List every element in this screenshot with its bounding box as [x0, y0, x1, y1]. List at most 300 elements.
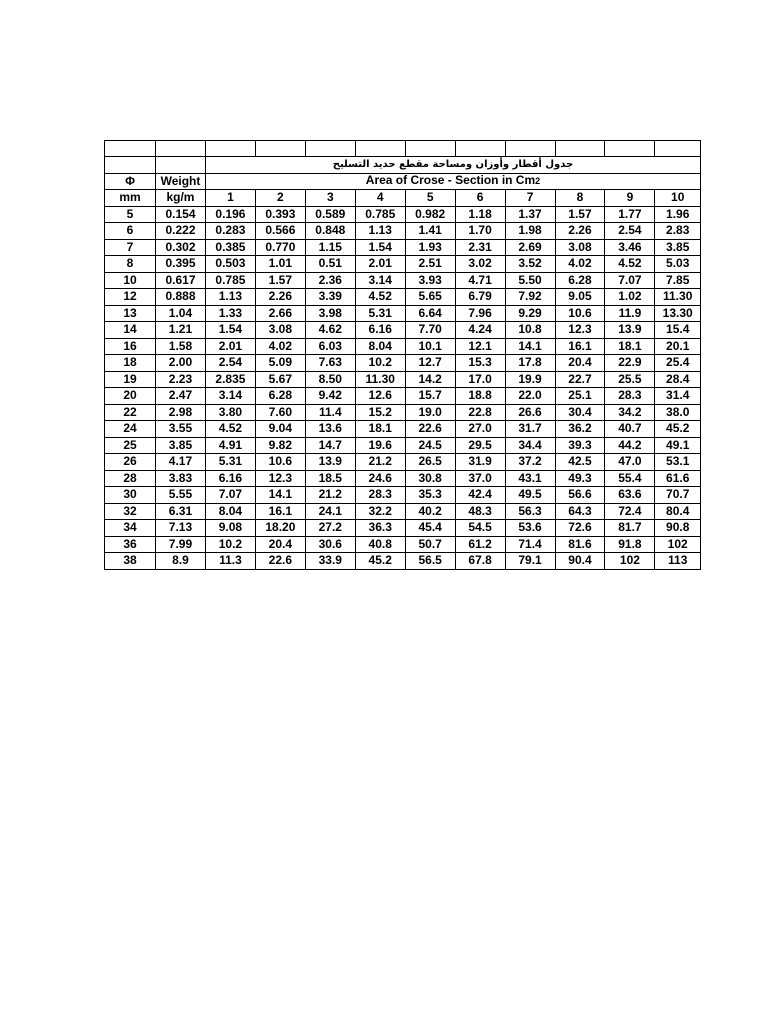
area-cell: 48.3	[455, 503, 505, 520]
area-cell: 31.9	[455, 454, 505, 471]
area-cell: 4.62	[305, 322, 355, 339]
area-cell: 6.64	[405, 305, 455, 322]
blank-cell	[156, 141, 206, 157]
area-cell: 32.2	[355, 503, 405, 520]
area-cell: 12.1	[455, 338, 505, 355]
area-cell: 12.3	[555, 322, 605, 339]
area-cell: 49.1	[655, 437, 701, 454]
area-cell: 10.6	[555, 305, 605, 322]
area-cell: 10.2	[205, 536, 255, 553]
area-cell: 13.9	[605, 322, 655, 339]
area-cell: 22.6	[255, 553, 305, 570]
table-row	[105, 305, 701, 322]
area-cell: 11.30	[355, 371, 405, 388]
blank-cell	[455, 141, 505, 157]
area-cell: 7.92	[505, 289, 555, 306]
area-cell: 8.04	[355, 338, 405, 355]
area-cell: 2.01	[205, 338, 255, 355]
area-cell: 3.52	[505, 256, 555, 273]
area-cell: 22.6	[405, 421, 455, 438]
diameter-cell: 8	[105, 256, 156, 273]
area-cell: 56.5	[405, 553, 455, 570]
area-cell: 90.8	[655, 520, 701, 537]
diameter-cell: 10	[105, 272, 156, 289]
area-cell: 42.4	[455, 487, 505, 504]
area-cell: 3.14	[205, 388, 255, 405]
area-cell: 39.3	[555, 437, 605, 454]
table-row	[105, 487, 701, 504]
rebar-table	[104, 140, 701, 570]
header-bar-count: 10	[655, 190, 701, 207]
weight-cell: 5.55	[156, 487, 206, 504]
title-row	[105, 157, 701, 174]
area-cell: 19.6	[355, 437, 405, 454]
area-cell: 47.0	[605, 454, 655, 471]
area-cell: 40.8	[355, 536, 405, 553]
area-cell: 1.54	[355, 239, 405, 256]
weight-cell: 4.17	[156, 454, 206, 471]
area-cell: 90.4	[555, 553, 605, 570]
table-row	[105, 520, 701, 537]
area-cell: 3.14	[355, 272, 405, 289]
area-cell: 29.5	[455, 437, 505, 454]
diameter-cell: 34	[105, 520, 156, 537]
area-cell: 0.566	[255, 223, 305, 240]
blank-cell	[105, 157, 156, 174]
area-cell: 18.8	[455, 388, 505, 405]
table-row	[105, 470, 701, 487]
table-row	[105, 553, 701, 570]
area-cell: 31.7	[505, 421, 555, 438]
area-cell: 80.4	[655, 503, 701, 520]
header-row-2	[105, 190, 701, 207]
table-row	[105, 437, 701, 454]
header-bar-count: 6	[455, 190, 505, 207]
header-area-label: Area of Crose - Section in Cm	[365, 173, 536, 188]
area-cell: 5.50	[505, 272, 555, 289]
area-cell: 3.02	[455, 256, 505, 273]
area-cell: 24.1	[305, 503, 355, 520]
header-area-unit-exponent: 2	[535, 176, 541, 187]
area-cell: 42.5	[555, 454, 605, 471]
area-cell: 30.4	[555, 404, 605, 421]
area-cell: 1.77	[605, 206, 655, 223]
weight-cell: 1.21	[156, 322, 206, 339]
table-row	[105, 256, 701, 273]
area-cell: 53.6	[505, 520, 555, 537]
area-cell: 27.2	[305, 520, 355, 537]
diameter-cell: 28	[105, 470, 156, 487]
diameter-cell: 26	[105, 454, 156, 471]
weight-cell: 0.617	[156, 272, 206, 289]
area-cell: 20.4	[255, 536, 305, 553]
area-cell: 13.6	[305, 421, 355, 438]
area-cell: 37.0	[455, 470, 505, 487]
area-cell: 56.3	[505, 503, 555, 520]
area-cell: 4.24	[455, 322, 505, 339]
area-cell: 1.33	[205, 305, 255, 322]
diameter-cell: 24	[105, 421, 156, 438]
area-cell: 7.07	[605, 272, 655, 289]
area-cell: 79.1	[505, 553, 555, 570]
area-cell: 4.91	[205, 437, 255, 454]
weight-cell: 8.9	[156, 553, 206, 570]
area-cell: 102	[655, 536, 701, 553]
area-cell: 50.7	[405, 536, 455, 553]
area-cell: 7.60	[255, 404, 305, 421]
table-body	[105, 141, 701, 570]
area-cell: 26.5	[405, 454, 455, 471]
area-cell: 4.02	[255, 338, 305, 355]
blank-cell	[505, 141, 555, 157]
area-cell: 13.30	[655, 305, 701, 322]
area-cell: 64.3	[555, 503, 605, 520]
weight-cell: 2.47	[156, 388, 206, 405]
area-cell: 3.93	[405, 272, 455, 289]
area-cell: 45.4	[405, 520, 455, 537]
weight-cell: 3.55	[156, 421, 206, 438]
area-cell: 21.2	[305, 487, 355, 504]
weight-cell: 0.222	[156, 223, 206, 240]
area-cell: 2.36	[305, 272, 355, 289]
area-cell: 9.08	[205, 520, 255, 537]
table-row	[105, 454, 701, 471]
diameter-cell: 38	[105, 553, 156, 570]
area-cell: 38.0	[655, 404, 701, 421]
area-cell: 20.4	[555, 355, 605, 372]
blank-cell	[156, 157, 206, 174]
weight-cell: 0.154	[156, 206, 206, 223]
header-bar-count: 2	[255, 190, 305, 207]
area-cell: 30.6	[305, 536, 355, 553]
area-cell: 14.2	[405, 371, 455, 388]
area-cell: 81.7	[605, 520, 655, 537]
area-cell: 0.770	[255, 239, 305, 256]
table-row	[105, 404, 701, 421]
area-cell: 54.5	[455, 520, 505, 537]
area-cell: 22.8	[455, 404, 505, 421]
area-cell: 81.6	[555, 536, 605, 553]
area-cell: 8.04	[205, 503, 255, 520]
area-cell: 2.01	[355, 256, 405, 273]
area-cell: 12.3	[255, 470, 305, 487]
area-cell: 3.85	[655, 239, 701, 256]
area-cell: 6.16	[205, 470, 255, 487]
area-cell: 2.54	[605, 223, 655, 240]
weight-cell: 3.83	[156, 470, 206, 487]
area-cell: 63.6	[605, 487, 655, 504]
table-row	[105, 223, 701, 240]
area-cell: 1.98	[505, 223, 555, 240]
area-cell: 3.39	[305, 289, 355, 306]
area-cell: 18.5	[305, 470, 355, 487]
weight-cell: 0.888	[156, 289, 206, 306]
area-cell: 44.2	[605, 437, 655, 454]
area-cell: 10.1	[405, 338, 455, 355]
area-cell: 3.46	[605, 239, 655, 256]
area-cell: 7.07	[205, 487, 255, 504]
area-cell: 10.6	[255, 454, 305, 471]
area-cell: 4.52	[605, 256, 655, 273]
table-row	[105, 272, 701, 289]
area-cell: 1.15	[305, 239, 355, 256]
area-cell: 7.70	[405, 322, 455, 339]
area-cell: 45.2	[655, 421, 701, 438]
area-cell: 4.52	[205, 421, 255, 438]
blank-cell	[555, 141, 605, 157]
area-cell: 0.385	[205, 239, 255, 256]
area-cell: 5.65	[405, 289, 455, 306]
diameter-cell: 16	[105, 338, 156, 355]
diameter-cell: 25	[105, 437, 156, 454]
weight-cell: 2.00	[156, 355, 206, 372]
area-cell: 11.4	[305, 404, 355, 421]
area-cell: 0.196	[205, 206, 255, 223]
header-kgm: kg/m	[156, 190, 206, 207]
area-cell: 1.57	[555, 206, 605, 223]
area-cell: 3.08	[555, 239, 605, 256]
area-cell: 2.26	[255, 289, 305, 306]
area-cell: 6.28	[555, 272, 605, 289]
diameter-cell: 14	[105, 322, 156, 339]
area-cell: 30.8	[405, 470, 455, 487]
area-cell: 27.0	[455, 421, 505, 438]
area-cell: 61.2	[455, 536, 505, 553]
area-cell: 113	[655, 553, 701, 570]
diameter-cell: 6	[105, 223, 156, 240]
weight-cell: 3.85	[156, 437, 206, 454]
area-cell: 40.7	[605, 421, 655, 438]
area-cell: 4.52	[355, 289, 405, 306]
area-cell: 67.8	[455, 553, 505, 570]
area-cell: 9.82	[255, 437, 305, 454]
area-cell: 20.1	[655, 338, 701, 355]
header-row-1	[105, 173, 701, 190]
area-cell: 9.05	[555, 289, 605, 306]
weight-cell: 6.31	[156, 503, 206, 520]
table-row	[105, 371, 701, 388]
area-cell: 28.4	[655, 371, 701, 388]
area-cell: 49.3	[555, 470, 605, 487]
area-cell: 1.96	[655, 206, 701, 223]
weight-cell: 0.302	[156, 239, 206, 256]
area-cell: 5.09	[255, 355, 305, 372]
area-cell: 4.71	[455, 272, 505, 289]
table-row	[105, 338, 701, 355]
table-row	[105, 322, 701, 339]
area-cell: 55.4	[605, 470, 655, 487]
area-cell: 36.3	[355, 520, 405, 537]
area-cell: 28.3	[605, 388, 655, 405]
area-cell: 0.589	[305, 206, 355, 223]
area-cell: 34.4	[505, 437, 555, 454]
area-cell: 2.26	[555, 223, 605, 240]
area-cell: 0.785	[205, 272, 255, 289]
area-cell: 1.93	[405, 239, 455, 256]
area-cell: 10.8	[505, 322, 555, 339]
area-cell: 24.6	[355, 470, 405, 487]
area-cell: 22.7	[555, 371, 605, 388]
area-cell: 37.2	[505, 454, 555, 471]
area-cell: 56.6	[555, 487, 605, 504]
blank-cell	[655, 141, 701, 157]
area-cell: 35.3	[405, 487, 455, 504]
diameter-cell: 12	[105, 289, 156, 306]
area-cell: 17.8	[505, 355, 555, 372]
area-cell: 40.2	[405, 503, 455, 520]
area-cell: 91.8	[605, 536, 655, 553]
area-cell: 0.503	[205, 256, 255, 273]
header-bar-count: 7	[505, 190, 555, 207]
area-cell: 6.03	[305, 338, 355, 355]
area-cell: 11.30	[655, 289, 701, 306]
header-weight: Weight	[156, 173, 206, 190]
area-cell: 0.283	[205, 223, 255, 240]
weight-cell: 1.04	[156, 305, 206, 322]
blank-row	[105, 141, 701, 157]
area-cell: 6.79	[455, 289, 505, 306]
table-title: جدول أقطار وأوزان ومساحة مقطع حديد التسليح	[205, 157, 700, 174]
area-cell: 1.37	[505, 206, 555, 223]
area-cell: 33.9	[305, 553, 355, 570]
area-cell: 14.1	[255, 487, 305, 504]
area-cell: 15.7	[405, 388, 455, 405]
table-row	[105, 289, 701, 306]
weight-cell: 2.23	[156, 371, 206, 388]
area-cell: 34.2	[605, 404, 655, 421]
weight-cell: 0.395	[156, 256, 206, 273]
area-cell: 16.1	[255, 503, 305, 520]
diameter-cell: 30	[105, 487, 156, 504]
area-cell: 14.7	[305, 437, 355, 454]
blank-cell	[205, 141, 255, 157]
area-cell: 43.1	[505, 470, 555, 487]
area-cell: 18.1	[605, 338, 655, 355]
area-cell: 15.3	[455, 355, 505, 372]
area-cell: 1.13	[205, 289, 255, 306]
area-cell: 1.18	[455, 206, 505, 223]
area-cell: 61.6	[655, 470, 701, 487]
table-row	[105, 536, 701, 553]
area-cell: 5.31	[355, 305, 405, 322]
header-phi: Φ	[105, 173, 156, 190]
area-cell: 31.4	[655, 388, 701, 405]
area-cell: 7.96	[455, 305, 505, 322]
area-cell: 72.4	[605, 503, 655, 520]
area-cell: 70.7	[655, 487, 701, 504]
area-cell: 22.9	[605, 355, 655, 372]
area-cell: 7.85	[655, 272, 701, 289]
area-cell: 3.98	[305, 305, 355, 322]
blank-cell	[355, 141, 405, 157]
weight-cell: 2.98	[156, 404, 206, 421]
area-cell: 1.02	[605, 289, 655, 306]
area-cell: 19.9	[505, 371, 555, 388]
header-area	[205, 173, 700, 190]
area-cell: 1.41	[405, 223, 455, 240]
area-cell: 6.16	[355, 322, 405, 339]
area-cell: 5.31	[205, 454, 255, 471]
blank-cell	[405, 141, 455, 157]
area-cell: 9.42	[305, 388, 355, 405]
area-cell: 19.0	[405, 404, 455, 421]
area-cell: 18.1	[355, 421, 405, 438]
area-cell: 102	[605, 553, 655, 570]
area-cell: 2.69	[505, 239, 555, 256]
area-cell: 53.1	[655, 454, 701, 471]
area-cell: 7.63	[305, 355, 355, 372]
header-mm: mm	[105, 190, 156, 207]
area-cell: 1.13	[355, 223, 405, 240]
area-cell: 15.4	[655, 322, 701, 339]
area-cell: 49.5	[505, 487, 555, 504]
diameter-cell: 13	[105, 305, 156, 322]
header-bar-count: 4	[355, 190, 405, 207]
diameter-cell: 18	[105, 355, 156, 372]
area-cell: 2.83	[655, 223, 701, 240]
blank-cell	[305, 141, 355, 157]
weight-cell: 7.13	[156, 520, 206, 537]
area-cell: 0.393	[255, 206, 305, 223]
area-cell: 8.50	[305, 371, 355, 388]
area-cell: 2.54	[205, 355, 255, 372]
area-cell: 2.31	[455, 239, 505, 256]
area-cell: 5.67	[255, 371, 305, 388]
area-cell: 24.5	[405, 437, 455, 454]
blank-cell	[255, 141, 305, 157]
area-cell: 0.982	[405, 206, 455, 223]
area-cell: 45.2	[355, 553, 405, 570]
diameter-cell: 22	[105, 404, 156, 421]
diameter-cell: 32	[105, 503, 156, 520]
diameter-cell: 7	[105, 239, 156, 256]
table-row	[105, 206, 701, 223]
area-cell: 36.2	[555, 421, 605, 438]
area-cell: 4.02	[555, 256, 605, 273]
area-cell: 2.66	[255, 305, 305, 322]
area-cell: 16.1	[555, 338, 605, 355]
header-bar-count: 3	[305, 190, 355, 207]
area-cell: 11.3	[205, 553, 255, 570]
diameter-cell: 5	[105, 206, 156, 223]
blank-cell	[105, 141, 156, 157]
area-cell: 5.03	[655, 256, 701, 273]
area-cell: 2.51	[405, 256, 455, 273]
area-cell: 3.80	[205, 404, 255, 421]
table-row	[105, 503, 701, 520]
header-bar-count: 9	[605, 190, 655, 207]
area-cell: 11.9	[605, 305, 655, 322]
area-cell: 12.6	[355, 388, 405, 405]
area-cell: 9.04	[255, 421, 305, 438]
area-cell: 22.0	[505, 388, 555, 405]
area-cell: 1.01	[255, 256, 305, 273]
area-cell: 14.1	[505, 338, 555, 355]
area-cell: 1.70	[455, 223, 505, 240]
area-cell: 3.08	[255, 322, 305, 339]
area-cell: 25.4	[655, 355, 701, 372]
area-cell: 71.4	[505, 536, 555, 553]
table-row	[105, 388, 701, 405]
area-cell: 1.57	[255, 272, 305, 289]
area-cell: 72.6	[555, 520, 605, 537]
area-cell: 1.54	[205, 322, 255, 339]
area-cell: 13.9	[305, 454, 355, 471]
area-cell: 25.1	[555, 388, 605, 405]
header-bar-count: 8	[555, 190, 605, 207]
area-cell: 26.6	[505, 404, 555, 421]
blank-cell	[605, 141, 655, 157]
